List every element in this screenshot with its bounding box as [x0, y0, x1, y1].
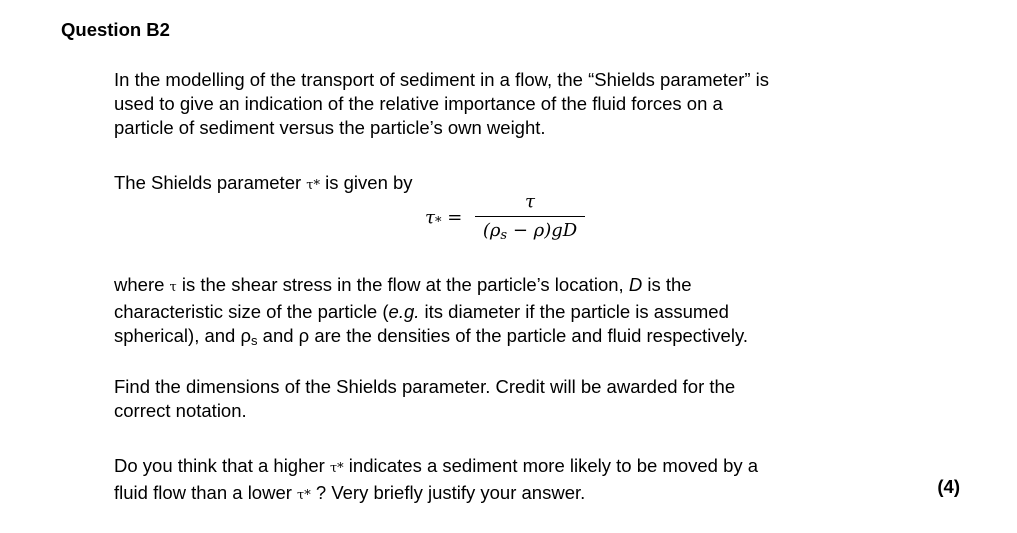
text: is the — [642, 274, 692, 295]
find-line: correct notation. — [114, 400, 247, 421]
shields-symbol: τ* — [329, 461, 344, 476]
find-line: Find the dimensions of the Shields parameter. Credit will be awarded for the — [114, 376, 736, 397]
text: is the shear stress in the flow at the particle’s location, — [176, 274, 629, 295]
equation-denominator — [475, 220, 585, 247]
think-line — [114, 481, 904, 508]
den-rho-s: (ρ — [482, 220, 501, 241]
where-line — [114, 273, 914, 300]
text: spherical), and — [114, 325, 241, 346]
definition-text: is given by — [320, 172, 413, 193]
den-minus: − — [507, 220, 534, 241]
equation-numerator: τ — [525, 191, 535, 212]
text: ? Very briefly justify your answer. — [310, 482, 586, 503]
where-paragraph — [114, 273, 914, 353]
rho-symbol: ρ — [298, 325, 310, 346]
fraction-bar — [475, 216, 585, 217]
intro-line: particle of sediment versus the particle’s own weight. — [114, 117, 546, 138]
where-line — [114, 324, 914, 353]
shields-symbol: τ* — [306, 178, 320, 193]
find-paragraph — [114, 375, 914, 423]
text: fluid flow than a lower — [114, 482, 298, 503]
intro-line: In the modelling of the transport of sediment in a flow, the “Shields parameter” is — [114, 69, 770, 90]
eg-text: e.g. — [388, 301, 420, 322]
definition-paragraph — [114, 171, 413, 198]
equals-sign: = — [447, 207, 463, 228]
where-line — [114, 300, 914, 324]
d-symbol: D — [628, 274, 643, 295]
intro-paragraph — [114, 68, 914, 140]
text: Do you think that a higher — [114, 455, 330, 476]
think-paragraph — [114, 454, 904, 508]
tau-symbol: τ — [169, 280, 177, 295]
text: indicates a sediment more likely to be moved by a — [343, 455, 759, 476]
text: where — [114, 274, 170, 295]
text: characteristic size of the particle ( — [114, 301, 389, 322]
definition-text: The Shields parameter — [114, 172, 307, 193]
equation-fraction — [475, 190, 585, 247]
think-line — [114, 454, 904, 481]
den-subscript: s — [500, 228, 508, 243]
equation-lhs — [425, 207, 462, 230]
intro-line: used to give an indication of the relative importance of the fluid forces on a — [114, 93, 723, 114]
text: and — [257, 325, 299, 346]
shields-symbol: τ* — [297, 488, 311, 503]
rho-subscript: s — [251, 333, 258, 348]
rho-s-symbol: ρ — [240, 325, 252, 346]
text: its diameter if the particle is assumed — [419, 301, 729, 322]
lhs-tau: τ — [425, 207, 435, 228]
question-heading: Question B2 — [61, 19, 170, 40]
marks-label: (4) — [937, 476, 960, 497]
lhs-subscript: * — [434, 215, 442, 230]
text: are the densities of the particle and fluid respectively. — [309, 325, 748, 346]
den-rest: ρ)gD — [533, 220, 578, 241]
